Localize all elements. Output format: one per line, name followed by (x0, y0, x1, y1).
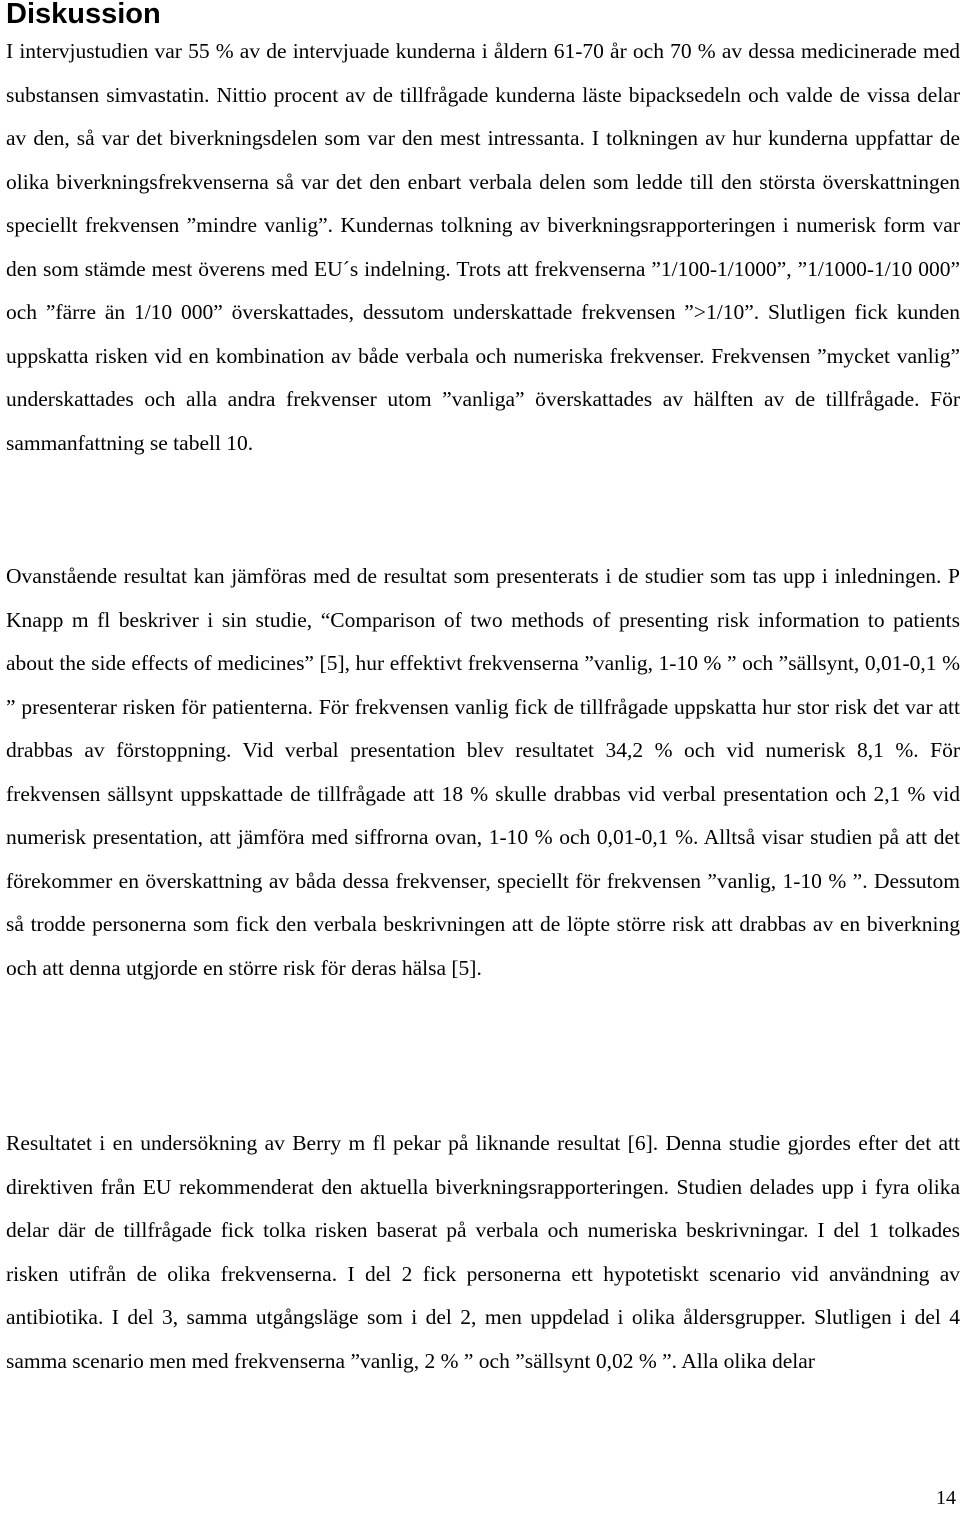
page-number: 14 (936, 1487, 956, 1509)
paragraph-knapp-study: Ovanstående resultat kan jämföras med de resultat som presenterats i de studier som tas upp i inledningen. P Knapp m fl beskriver i sin studie, “Comparison of two methods of presenting risk information to patients about the side effects of medicines” [5], hur effektivt frekvenserna ”vanlig, 1-10 % ” och ”sällsynt, 0,01-0,1 % ” presenterar risken för patienterna. För frekvensen vanlig fick de tillfrågade uppskatta hur stor risk det var att drabbas av förstoppning. Vid verbal presentation blev resultatet 34,2 % och vid numerisk 8,1 %. För frekvensen sällsynt uppskattade de tillfrågade att 18 % skulle drabbas vid verbal presentation och 2,1 % vid numerisk presentation, att jämföra med siffrorna ovan, 1-10 % och 0,01-0,1 %. Alltså visar studien på att det förekommer en överskattning av båda dessa frekvenser, speciellt för frekvensen ”vanlig, 1-10 % ”. Dessutom så trodde personerna som fick den verbala beskrivningen att de löpte större risk att drabbas av en biverkning och att denna utgjorde en större risk för deras hälsa [5]. (6, 564, 960, 980)
paragraph-interview-study: I intervjustudien var 55 % av de intervjuade kunderna i åldern 61-70 år och 70 % av dessa medicinerade med substansen simvastatin. Nittio procent av de tillfrågade kunderna läste bipacksedeln och valde de vissa delar av den, så var det biverkningsdelen som var den mest intressanta. I tolkningen av hur kunderna uppfattar de olika biverkningsfrekvenserna så var det den enbart verbala delen som ledde till den största överskattningen speciellt frekvensen ”mindre vanlig”. Kundernas tolkning av biverkningsrapporteringen i numerisk form var den som stämde mest överens med EU´s indelning. Trots att frekvenserna ”1/100-1/1000”, ”1/1000-1/10 000” och ”färre än 1/10 000” överskattades, dessutom underskattade frekvensen ”>1/10”. Slutligen fick kunden uppskatta risken vid en kombination av både verbala och numeriska frekvenser. Frekvensen ”mycket vanlig” underskattades och alla andra frekvenser utom ”vanliga” överskattades av hälften av de tillfrågade. För sammanfattning se tabell 10. (6, 39, 960, 455)
paragraph-berry-study: Resultatet i en undersökning av Berry m fl pekar på liknande resultat [6]. Denna studie gjordes efter det att direktiven från EU rekommenderat den aktuella biverkningsrapporteringen. Studien delades upp i fyra olika delar där de tillfrågade fick tolka risken baserat på verbala och numeriska beskrivningar. I del 1 tolkades risken utifrån de olika frekvenserna. I del 2 fick personerna ett hypotetiskt scenario vid användning av antibiotika. I del 3, samma utgångsläge som i del 2, men uppdelad i olika åldersgrupper. Slutligen i del 4 samma scenario men med frekvenserna ”vanlig, 2 % ” och ”sällsynt 0,02 % ”. Alla olika delar (6, 1131, 960, 1373)
section-heading: Diskussion (6, 0, 161, 30)
